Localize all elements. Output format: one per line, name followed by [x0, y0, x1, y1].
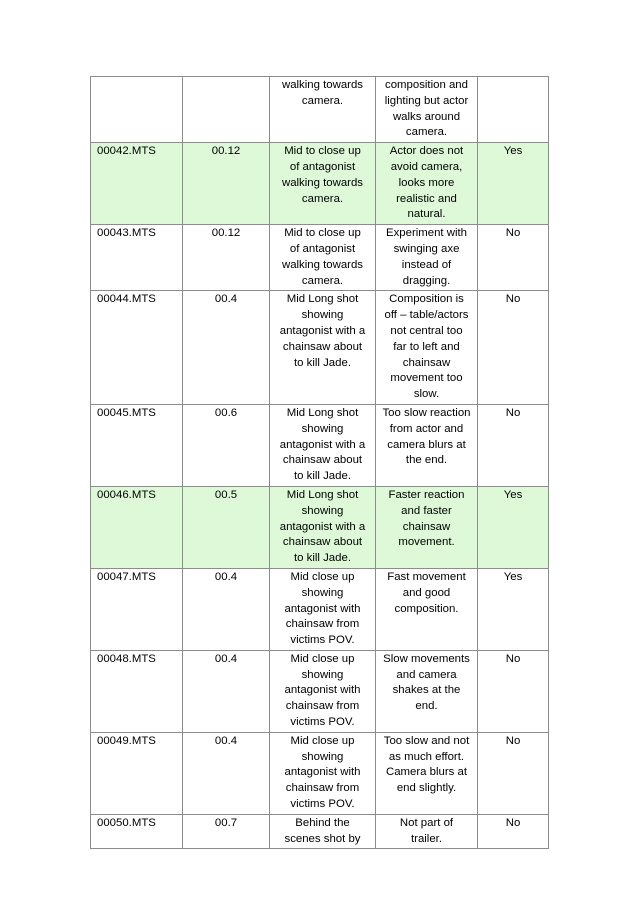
shot-description-cell: Mid to close up of antagonist walking towards camera.: [270, 225, 376, 291]
notes-cell: Too slow and not as much effort. Camera blurs at end slightly.: [376, 732, 478, 814]
table-row: [91, 143, 549, 225]
shot-description-cell: walking towards camera.: [270, 77, 376, 143]
use-decision-cell: Yes: [478, 486, 549, 568]
notes-cell: Not part of trailer.: [376, 814, 478, 849]
notes-cell: Experiment with swinging axe instead of dragging.: [376, 225, 478, 291]
table-row: [91, 291, 549, 405]
shot-description-cell: Mid Long shot showing antagonist with a chainsaw about to kill Jade.: [270, 486, 376, 568]
file-name-cell: 00049.MTS: [91, 732, 183, 814]
notes-cell: Composition is off – table/actors not central too far to left and chainsaw movement too slow.: [376, 291, 478, 405]
duration-cell: 00.7: [183, 814, 270, 849]
shot-description-cell: Mid to close up of antagonist walking towards camera.: [270, 143, 376, 225]
notes-cell: Slow movements and camera shakes at the end.: [376, 650, 478, 732]
shot-log-body: [91, 77, 549, 849]
use-decision-cell: No: [478, 404, 549, 486]
table-row: [91, 568, 549, 650]
duration-cell: 00.12: [183, 143, 270, 225]
notes-cell: Too slow reaction from actor and camera blurs at the end.: [376, 404, 478, 486]
duration-cell: 00.12: [183, 225, 270, 291]
shot-description-cell: Mid close up showing antagonist with chainsaw from victims POV.: [270, 650, 376, 732]
table-row: [91, 732, 549, 814]
shot-description-cell: Mid Long shot showing antagonist with a chainsaw about to kill Jade.: [270, 404, 376, 486]
use-decision-cell: Yes: [478, 568, 549, 650]
duration-cell: 00.4: [183, 568, 270, 650]
table-row: [91, 225, 549, 291]
table-row: [91, 404, 549, 486]
table-row: [91, 814, 549, 849]
notes-cell: Actor does not avoid camera, looks more realistic and natural.: [376, 143, 478, 225]
notes-cell: Faster reaction and faster chainsaw movement.: [376, 486, 478, 568]
table-row: [91, 650, 549, 732]
file-name-cell: 00042.MTS: [91, 143, 183, 225]
table-row: [91, 486, 549, 568]
use-decision-cell: No: [478, 291, 549, 405]
file-name-cell: 00045.MTS: [91, 404, 183, 486]
duration-cell: 00.4: [183, 291, 270, 405]
file-name-cell: 00047.MTS: [91, 568, 183, 650]
file-name-cell: [91, 77, 183, 143]
use-decision-cell: No: [478, 732, 549, 814]
duration-cell: 00.4: [183, 732, 270, 814]
duration-cell: 00.6: [183, 404, 270, 486]
notes-cell: Fast movement and good composition.: [376, 568, 478, 650]
table-row: [91, 77, 549, 143]
shot-description-cell: Mid Long shot showing antagonist with a chainsaw about to kill Jade.: [270, 291, 376, 405]
file-name-cell: 00046.MTS: [91, 486, 183, 568]
duration-cell: [183, 77, 270, 143]
notes-cell: composition and lighting but actor walks around camera.: [376, 77, 478, 143]
shot-description-cell: Mid close up showing antagonist with chainsaw from victims POV.: [270, 568, 376, 650]
duration-cell: 00.4: [183, 650, 270, 732]
file-name-cell: 00043.MTS: [91, 225, 183, 291]
shot-description-cell: Behind the scenes shot by: [270, 814, 376, 849]
file-name-cell: 00048.MTS: [91, 650, 183, 732]
use-decision-cell: [478, 77, 549, 143]
use-decision-cell: Yes: [478, 143, 549, 225]
file-name-cell: 00050.MTS: [91, 814, 183, 849]
shot-description-cell: Mid close up showing antagonist with chainsaw from victims POV.: [270, 732, 376, 814]
file-name-cell: 00044.MTS: [91, 291, 183, 405]
use-decision-cell: No: [478, 814, 549, 849]
shot-log-table: [90, 76, 549, 849]
use-decision-cell: No: [478, 650, 549, 732]
duration-cell: 00.5: [183, 486, 270, 568]
use-decision-cell: No: [478, 225, 549, 291]
